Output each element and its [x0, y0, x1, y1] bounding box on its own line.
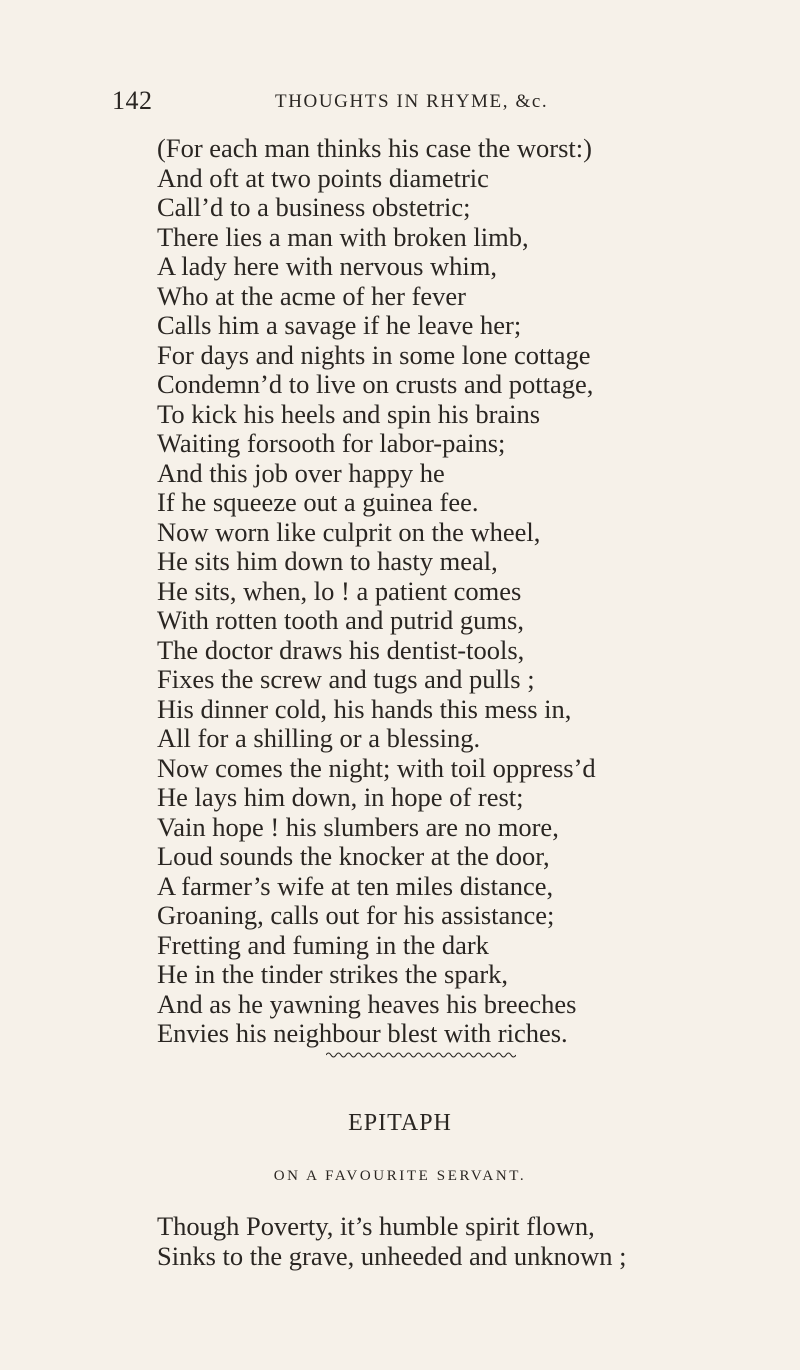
poem-line: A lady here with nervous whim, [157, 251, 498, 281]
epitaph-subtitle: ON A FAVOURITE SERVANT. [273, 1168, 527, 1184]
epitaph-title: EPITAPH [348, 1110, 452, 1136]
poem-line: He sits him down to hasty meal, [157, 546, 498, 576]
epitaph-body [157, 1212, 757, 1271]
poem-line: And this job over happy he [157, 457, 445, 488]
poem-line: Envies his neighbour blest with riches. [157, 1018, 568, 1048]
running-head-title: THOUGHTS IN RHYME, &c. [275, 91, 549, 112]
poem-line: And as he yawning heaves his breeches [157, 988, 577, 1019]
poem-line: (For each man thinks his case the worst:) [157, 133, 592, 163]
poem-line: Waiting forsooth for labor-pains; [157, 428, 506, 458]
poem-line: With rotten tooth and putrid gums, [157, 605, 524, 635]
poem-line: To kick his heels and spin his brains [157, 398, 541, 429]
epitaph-line: Sinks to the grave, unheeded and unknown ; [157, 1240, 627, 1271]
poem-line: He lays him down, in hope of rest; [157, 782, 524, 812]
poem-line: He sits, when, lo ! a patient comes [157, 575, 522, 606]
poem-line: Loud sounds the knocker at the door, [157, 841, 550, 871]
poem-line: And oft at two points diametric [157, 162, 489, 193]
poem-line: Calls him a savage if he leave her; [157, 310, 522, 340]
poem-line: All for a shilling or a blessing. [157, 723, 481, 753]
page-number: 142 [112, 86, 153, 115]
poem-line: A farmer’s wife at ten miles distance, [157, 870, 554, 901]
poem-line: Condemn’d to live on crusts and pottage, [157, 369, 594, 399]
poem-line: There lies a man with broken limb, [157, 221, 529, 252]
poem-line: The doctor draws his dentist-tools, [157, 634, 525, 665]
poem-line: For days and nights in some lone cottage [157, 339, 591, 370]
poem-line: Vain hope ! his slumbers are no more, [157, 811, 559, 842]
poem-line: Who at the acme of her fever [157, 280, 466, 311]
poem-line: His dinner cold, his hands this mess in, [157, 693, 572, 724]
poem-line: He in the tinder strikes the spark, [157, 959, 509, 989]
poem-line: Fretting and fuming in the dark [157, 929, 489, 960]
poem-line: Call’d to a business obstetric; [157, 192, 471, 222]
poem-line: Now worn like culprit on the wheel, [157, 516, 541, 547]
poem-line: Fixes the screw and tugs and pulls ; [157, 664, 535, 694]
poem-line: Groaning, calls out for his assistance; [157, 900, 555, 930]
section-divider-ornament [326, 1050, 516, 1060]
running-head [112, 86, 602, 118]
poem-body [157, 134, 757, 1049]
epitaph-line: Though Poverty, it’s humble spirit flown, [157, 1211, 595, 1241]
poem-line: If he squeeze out a guinea fee. [157, 487, 479, 517]
poem-line: Now comes the night; with toil oppress’d [157, 752, 596, 783]
